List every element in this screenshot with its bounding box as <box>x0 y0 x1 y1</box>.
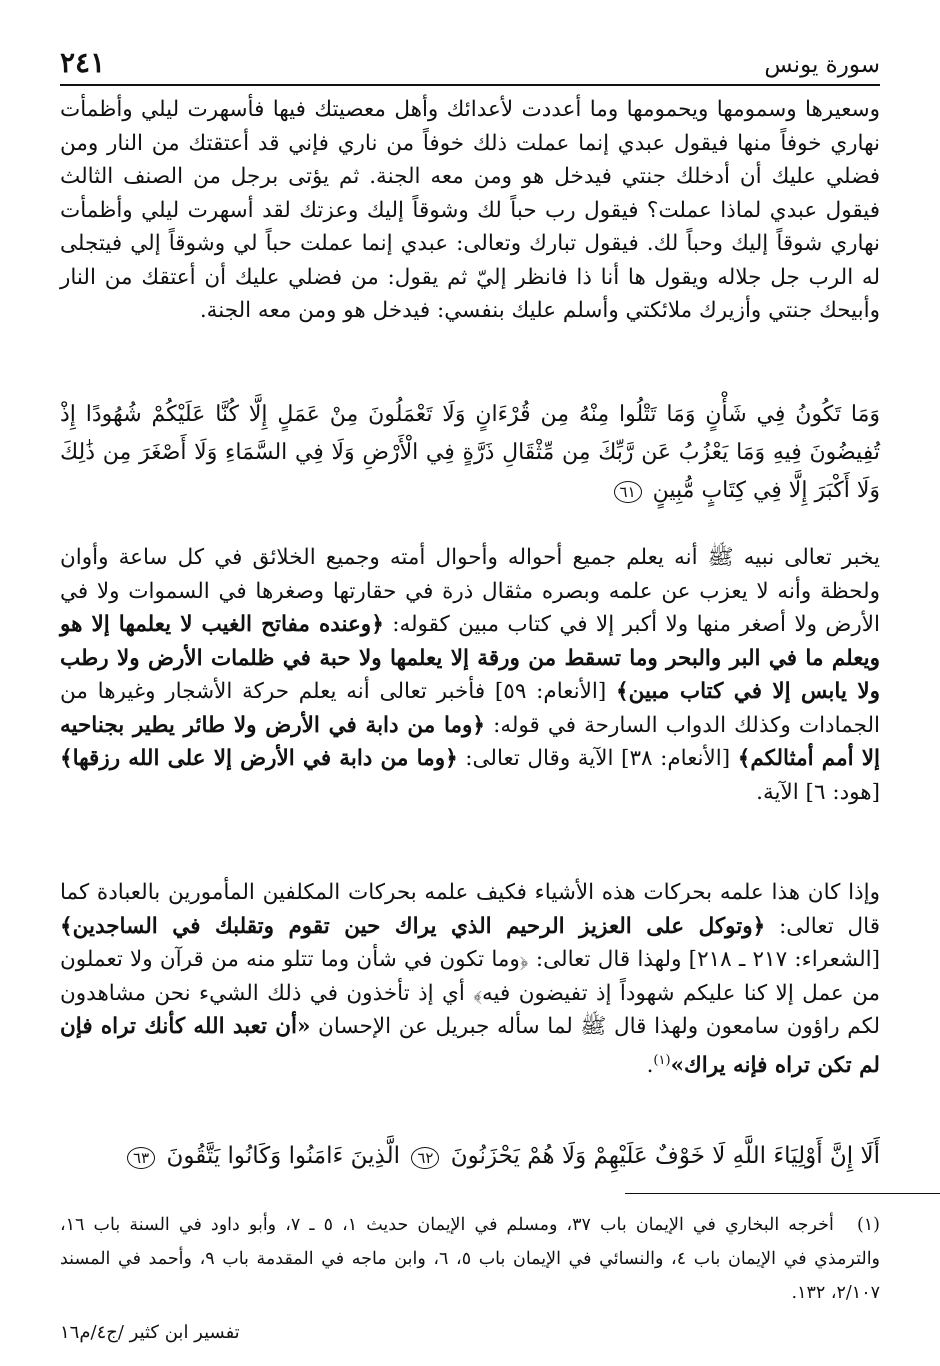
quran-quote: ﴿وتوكل على العزيز الرحيم الذي يراك حين تقوم وتقلبك في الساجدين﴾ <box>60 913 766 939</box>
text-run: يخبر تعالى نبيه ﷺ أنه يعلم جميع أحواله وأحوال أمته وجميع الخلائق في كل ساعة وأوان ولحظة وأنه لا يعزب عن علمه وبصره مثقال ذرة في حقارتها وصغرها في السموات ولا في الأرض ولا أصغر منها ولا أكبر إلا في كتاب مبين كقوله: <box>60 545 880 637</box>
quran-quote: ﴿وما من دابة في الأرض ولا طائر يطير بجناحيه إلا أمم أمثالكم﴾ <box>60 712 880 771</box>
footnote-text: أخرجه البخاري في الإيمان باب ٣٧، ومسلم في الإيمان حديث ١، ٥ ـ ٧، وأبو داود في السنة باب ١٦، والترمذي في الإيمان باب ٤، والنسائي في الإيمان باب ٥، ٦، وابن ماجه في المقدمة باب ٩، وأحمد في المسند ٢/١٠٧، ١٣٢. <box>60 1215 881 1303</box>
surah-title: سورة يونس <box>764 52 880 78</box>
text-run: [الشعراء: ٢١٧ ـ ٢١٨] ولهذا قال تعالى: ﴿وما تكون في شأن وما تتلو منه من قرآن ولا تعملون من عمل إلا كنا عليكم شهوداً إذ تفيضون فيه﴾ أي إذ تأخذون في ذلك الشيء نحن مشاهدون لكم راؤون سامعون ولهذا قال ﷺ لما سأله جبريل عن الإحسان <box>60 947 881 1039</box>
verse-62-text: أَلَا إِنَّ أَوْلِيَاءَ اللَّهِ لَا خَوْفٌ عَلَيْهِمْ وَلَا هُمْ يَحْزَنُونَ <box>450 1143 880 1169</box>
verse-63-text: الَّذِينَ ءَامَنُوا وَكَانُوا يَتَّقُونَ <box>166 1143 401 1169</box>
ayah-number-marker: ٦١ <box>614 481 642 503</box>
signature-mark: تفسير ابن كثير /ج٤/م١٦ <box>60 1322 240 1343</box>
quran-quote: ﴿وعنده مفاتح الغيب لا يعلمها إلا هو ويعلم ما في البر والبحر وما تسقط من ورقة إلا يعلمها ولا حبة في ظلمات الأرض ولا رطب ولا يابس إلا في كتاب مبين﴾ <box>60 612 881 704</box>
paragraph-2 <box>60 541 880 809</box>
text-run: [الأنعام: ٥٩] فأخبر تعالى أنه يعلم حركة الأشجار وغيرها من الجمادات وكذلك الدواب السارحة في قوله: <box>60 679 881 738</box>
page-header <box>60 44 880 84</box>
quran-verses-62-63 <box>60 1136 880 1176</box>
quran-quote: ﴿وما من دابة في الأرض إلا على الله رزقها﴾ <box>60 746 458 771</box>
paragraph-1: وسعيرها وسمومها ويحمومها وما أعددت لأعدائك وأهل معصيتك فيها فأسهرت ليلي وأظمأت نهاري خوفاً منها فيقول عبدي إنما عملت ذلك خوفاً من ناري فإني قد أعتقتك من النار ومن فضلي عليك أن أدخلك جنتي فيدخل هو ومن معه الجنة. ثم يؤتى برجل من الصنف الثالث فيقول عبدي لماذا عملت؟ فيقول رب حباً لك وشوقاً إليك وعزتك لقد أسهرت ليلي وأظمأت نهاري شوقاً إليك وحباً لك. فيقول تبارك وتعالى: عبدي إنما عملت حباً لي وشوقاً إلي فيتجلى له الرب جل جلاله ويقول ها أنا ذا فانظر إليّ ثم يقول: من فضلي عليك أن أعتقك من النار وأبيحك جنتي وأزيرك ملائكتي وأسلم عليك بنفسي: فيدخل هو ومن معه الجنة. <box>60 97 880 323</box>
paragraph-3 <box>60 876 880 1082</box>
hadith-quote: «أن تعبد الله كأنك تراه فإن لم تكن تراه فإنه يراك» <box>60 1014 880 1078</box>
page-number: ٢٤١ <box>60 46 106 79</box>
quran-verse-61 <box>60 396 880 510</box>
ayah-number-marker: ٦٣ <box>127 1147 155 1169</box>
ayah-number-marker: ٦٢ <box>411 1147 439 1169</box>
paragraph-3-body <box>60 876 880 1082</box>
text-run: . <box>646 1052 654 1078</box>
book-page <box>60 0 881 1366</box>
text-run: [هود: ٦] الآية. <box>756 779 880 805</box>
verse-61-text: وَمَا تَكُونُ فِي شَأْنٍ وَمَا تَتْلُوا مِنْهُ مِن قُرْءَانٍ وَلَا تَعْمَلُونَ مِنْ عَمَلٍ إِلَّا كُنَّا عَلَيْكُمْ شُهُودًا إِذْ تُفِيضُونَ فِيهِ وَمَا يَعْزُبُ عَن رَّبِّكَ مِن مِّثْقَالِ ذَرَّةٍ فِي الْأَرْضِ وَلَا فِي السَّمَاءِ وَلَا أَصْغَرَ مِن ذَٰلِكَ وَلَا أَكْبَرَ إِلَّا فِي كِتَابٍ مُّبِينٍ <box>60 402 880 503</box>
footnote-divider <box>625 1193 940 1194</box>
footnote-number: (١) <box>856 1215 880 1235</box>
paragraph-2-body <box>60 541 880 809</box>
footnote-reference[interactable]: (١) <box>653 1052 671 1068</box>
text-run: [الأنعام: ٣٨] الآية وقال تعالى: <box>457 746 738 771</box>
footnote <box>60 1208 880 1310</box>
text-run: وإذا كان هذا علمه بحركات هذه الأشياء فكيف علمه بحركات المكلفين المأمورين بالعبادة كما قال تعالى: <box>60 880 880 939</box>
header-divider <box>60 84 880 86</box>
